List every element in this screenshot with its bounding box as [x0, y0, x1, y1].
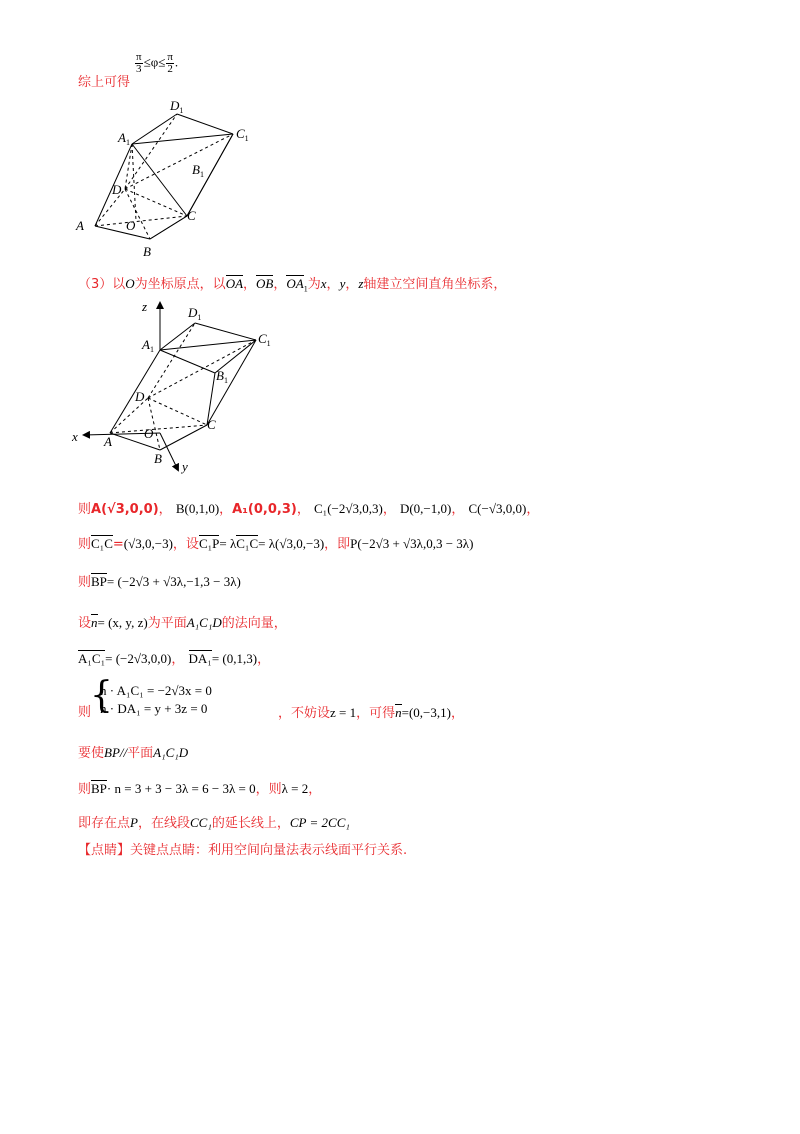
eq-lambda-value: = λ(√3,0,−3)	[258, 536, 325, 551]
axis-z-text: z	[358, 276, 364, 291]
svg-text:O: O	[126, 218, 136, 233]
svg-text:B: B	[143, 244, 151, 259]
text-let-2: 设	[78, 616, 92, 631]
ze-2: 则	[78, 537, 92, 552]
axis-y-text: y	[339, 276, 346, 291]
existence-line	[78, 814, 350, 833]
sep-6: ，	[526, 502, 540, 517]
text-to-make: 要使	[78, 746, 105, 761]
plane-a1c1d: A₁C₁D	[186, 615, 222, 630]
key-point-text: 关键点点睛：利用空间向量法表示线面平行关系.	[130, 843, 408, 858]
point-p-2: P	[130, 815, 138, 830]
parallel-condition-line	[78, 744, 188, 763]
svg-text:O: O	[144, 426, 154, 441]
origin-o: O	[125, 276, 135, 291]
svg-text:C: C	[187, 208, 196, 223]
dot-product-line	[78, 780, 321, 799]
comma-2: ，	[273, 277, 287, 292]
vec-c1c: C₁C	[91, 536, 113, 551]
key-point-line	[78, 842, 407, 860]
vec-n-2: n	[395, 705, 402, 720]
sep-9: ，	[450, 706, 464, 721]
vec-oa1: OA	[286, 276, 304, 291]
ze-4: 则	[78, 705, 92, 720]
vec-n-result: =(0,−3,1)	[401, 705, 451, 720]
vec-n-value: = (x, y, z)	[97, 615, 148, 630]
svg-text:A1: $A_1$	[142, 337, 154, 354]
point-p: P(−2√3 + √3λ,0,3 − 3λ)	[350, 536, 474, 551]
comma-4: ，	[345, 277, 359, 292]
svg-text:B: B	[154, 451, 162, 466]
sep-8: ，	[257, 652, 271, 667]
point-b: B(0,1,0)	[175, 501, 220, 516]
text-as: 为	[307, 277, 321, 292]
svg-text:D: D	[112, 182, 122, 197]
text-then: ，则	[255, 782, 282, 797]
normal-vector-line	[78, 614, 287, 633]
denominator-2: 2	[167, 63, 173, 75]
svg-text:A1: $A_1$	[118, 130, 130, 147]
period: .	[174, 54, 179, 70]
part3-prefix: （3）以	[78, 277, 126, 292]
text-thus: ，即	[324, 537, 351, 552]
text-axes: 轴建立空间直角坐标系，	[363, 277, 507, 292]
text-normal: 的法向量，	[221, 616, 287, 631]
ze-5: 则	[78, 782, 92, 797]
parallelepiped-figure-2	[70, 295, 280, 480]
svg-text:C: C	[207, 417, 216, 432]
vec-bp-2: BP	[91, 781, 107, 796]
system-result	[278, 704, 464, 723]
ze-3: 则	[78, 575, 92, 590]
axis-x-label: x	[72, 429, 78, 444]
coordinate-setup-line: （3）以O为坐标原点，以OA，OB，$OA_1$为x，y，z轴建立空间直角坐标系，	[78, 276, 507, 294]
svg-text:B1: $B_1$	[216, 368, 228, 385]
lambda-result: λ = 2	[281, 781, 309, 796]
text-extension: 的延长线上，	[211, 816, 290, 831]
sep-3: ，	[296, 502, 310, 517]
sep-1: ，	[158, 502, 172, 517]
dot-product-expr: · n = 3 + 3 − 3λ = 6 − 3λ = 0	[106, 781, 256, 796]
axis-x-text: x	[320, 276, 327, 291]
segment-cc1: CC₁	[189, 815, 212, 830]
coordinates-line	[78, 500, 539, 519]
point-a1: A₁(0,0,3)	[232, 502, 297, 517]
pi-numerator-2: π	[167, 51, 173, 63]
conclusion-prefix: 综上可得	[78, 75, 131, 90]
comma-3: ，	[326, 277, 340, 292]
vec-a1c1: A₁C₁	[78, 651, 106, 666]
point-d: D(0,−1,0)	[399, 501, 452, 516]
vec-n: n	[91, 615, 98, 630]
plane-a1c1d-2: A₁C₁D	[153, 745, 189, 760]
vec-c1c-2: C₁C	[236, 536, 259, 551]
axis-z-label: z	[142, 299, 148, 314]
vec-c1p: C₁P	[198, 536, 220, 551]
pi-numerator: π	[136, 51, 142, 63]
eq-1: =	[112, 537, 124, 552]
cp-result: CP = 2CC₁	[289, 815, 350, 830]
ze-1: 则	[78, 502, 92, 517]
text-origin: 为坐标原点，以	[134, 277, 226, 292]
denominator-3: 3	[136, 63, 142, 75]
phi-inequality: ≤φ≤	[143, 54, 166, 70]
bp-parallel: BP//	[104, 745, 128, 760]
svg-text:D1: $D_1$	[170, 98, 184, 115]
phi-range	[134, 52, 178, 75]
vec-a1c1-value: = (−2√3,0,0)	[105, 651, 172, 666]
vec-c1c-value: (√3,0,−3)	[123, 536, 173, 551]
sep-4: ，	[382, 502, 396, 517]
eq-lambda: = λ	[219, 536, 237, 551]
key-point-tag: 【点睛】	[78, 843, 131, 858]
svg-text:D1: $D_1$	[188, 305, 202, 322]
parallelepiped-figure-1	[70, 96, 270, 261]
text-let: ，设	[172, 537, 199, 552]
vec-bp: BP	[91, 574, 107, 589]
equation-system	[90, 682, 212, 718]
text-plane-2: 平面	[127, 746, 154, 761]
sep-10: ，	[308, 782, 322, 797]
vector-bp-line	[78, 573, 241, 592]
vec-da1: DA₁	[188, 651, 212, 666]
axis-y-label: y	[182, 459, 188, 474]
text-on-segment: ，在线段	[137, 816, 190, 831]
point-c: C(−√3,0,0)	[468, 501, 527, 516]
svg-text:A: A	[104, 434, 112, 449]
point-a: A(√3,0,0)	[91, 502, 159, 517]
vec-ob: OB	[256, 276, 274, 291]
text-obtain: ，可得	[356, 706, 396, 721]
z-equals-1: z = 1	[330, 705, 357, 720]
svg-text:A: A	[76, 218, 84, 233]
sep-5: ，	[451, 502, 465, 517]
vector-c1c-line	[78, 535, 473, 554]
svg-text:C1: $C_1$	[236, 126, 249, 143]
sep-7: ，	[171, 652, 185, 667]
plane-vectors-line	[78, 650, 270, 669]
text-exists: 即存在点	[78, 816, 131, 831]
sep-2: ，	[219, 502, 233, 517]
vec-bp-value: = (−2√3 + √3λ,−1,3 − 3λ)	[106, 574, 241, 589]
text-assume: ，不妨设	[278, 706, 331, 721]
equation-1: { n · A₁C₁ = −2√3x = 0	[100, 683, 212, 698]
svg-text:C1: $C_1$	[258, 331, 271, 348]
equation-2: n · DA₁ = y + 3z = 0	[100, 701, 208, 716]
point-c1: C₁(−2√3,0,3)	[313, 501, 383, 516]
vec-oa: OA	[225, 276, 244, 291]
text-plane: 为平面	[147, 616, 187, 631]
vec-da1-value: = (0,1,3)	[211, 651, 258, 666]
svg-text:B1: $B_1$	[192, 162, 204, 179]
svg-text:D: D	[135, 389, 145, 404]
comma-1: ，	[243, 277, 257, 292]
